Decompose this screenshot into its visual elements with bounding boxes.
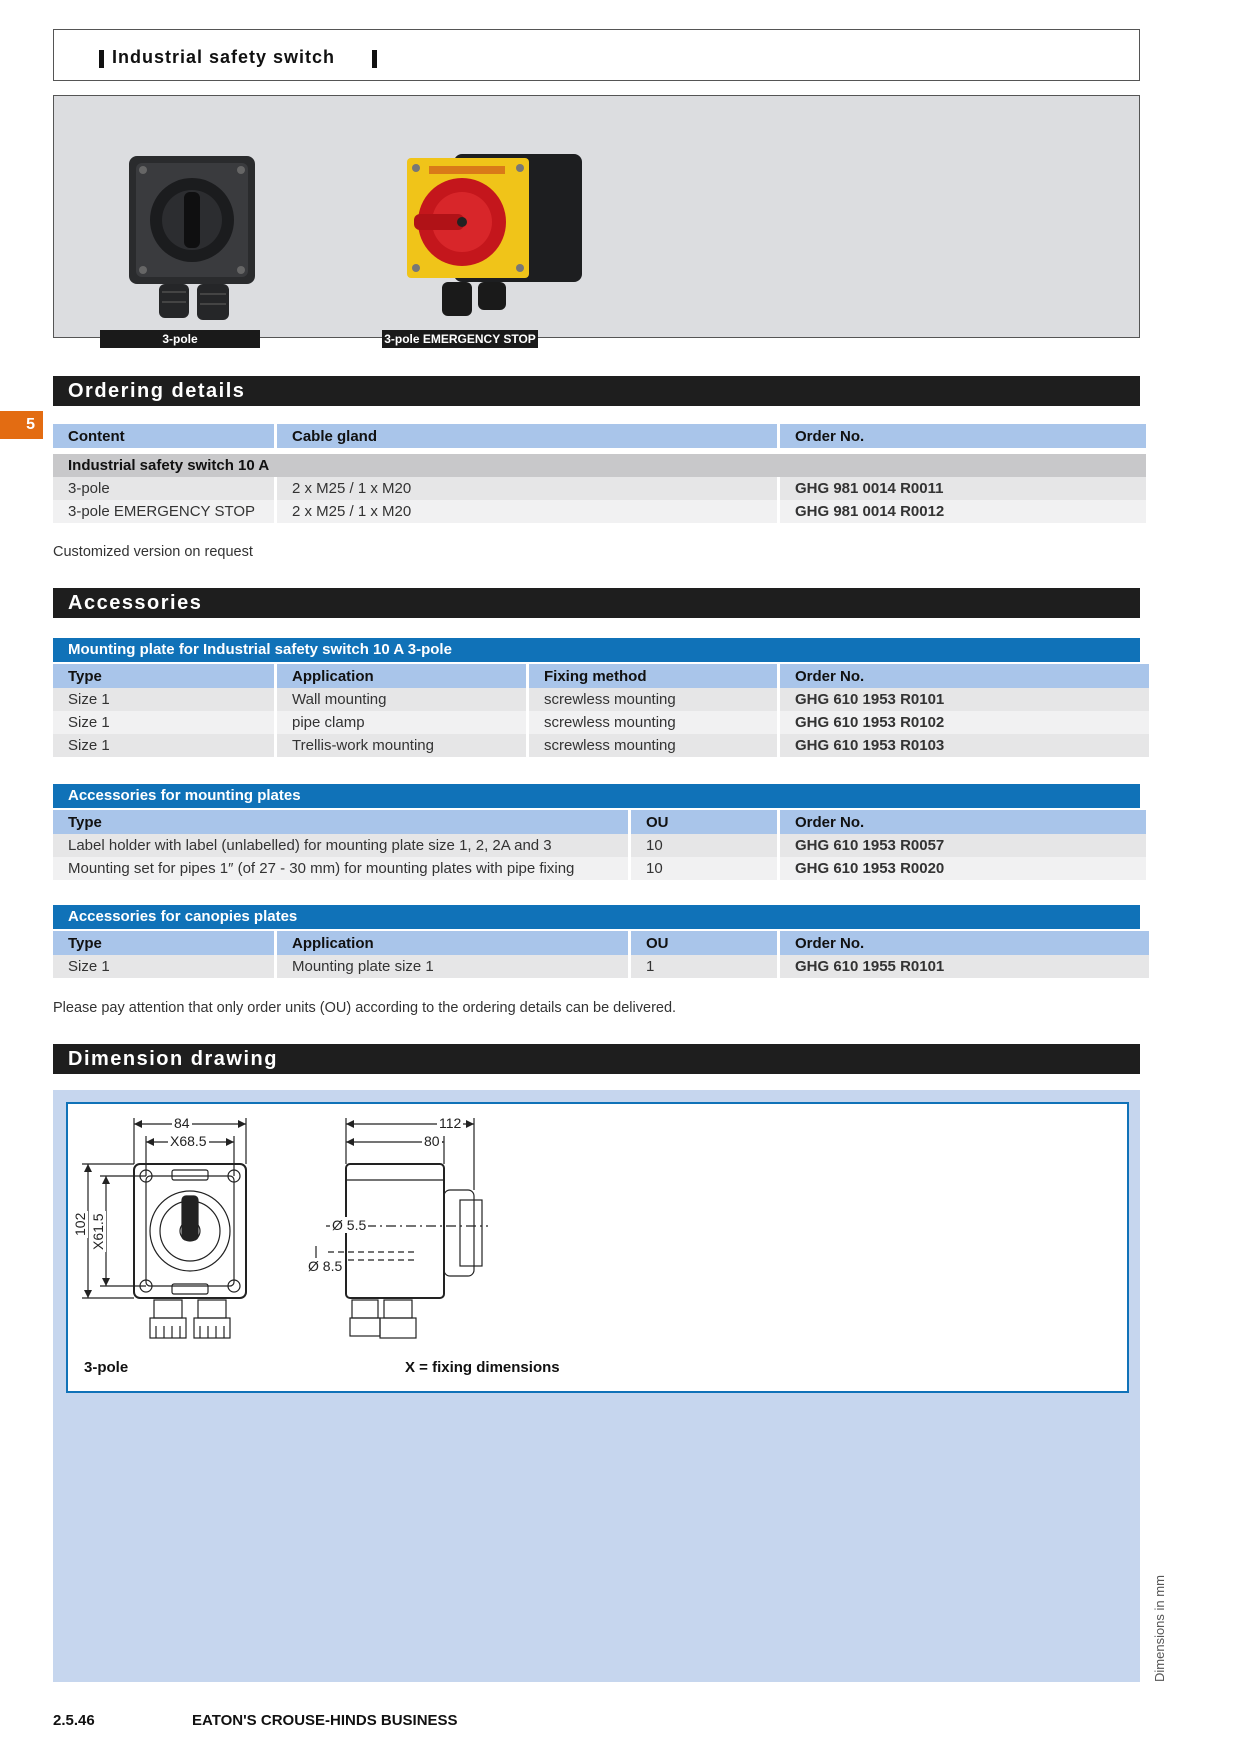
- title-bar-right: [372, 50, 377, 68]
- plates-heading: Accessories for mounting plates: [53, 784, 1140, 808]
- col-order-no: Order No.: [780, 424, 1146, 448]
- footer-brand: EATON'S CROUSE-HINDS BUSINESS: [192, 1712, 458, 1729]
- dimensions-unit-note: Dimensions in mm: [1152, 1575, 1167, 1682]
- cell-content: 3-pole: [53, 477, 274, 500]
- table-header-row: [53, 931, 1149, 955]
- dim-diameter-8-5: Ø 8.5: [308, 1258, 343, 1274]
- col-order-no: Order No.: [780, 810, 1146, 834]
- col-ou: OU: [631, 931, 777, 955]
- cell-application: Wall mounting: [277, 688, 526, 711]
- col-application: Application: [277, 664, 526, 688]
- col-application: Application: [277, 931, 628, 955]
- cell-gland: 2 x M25 / 1 x M20: [277, 477, 777, 500]
- order-units-note: Please pay attention that only order units (OU) according to the ordering details can be delivered.: [53, 1000, 677, 1016]
- section-accessories: Accessories: [53, 588, 1140, 618]
- photo-caption-emergency-stop: 3-pole EMERGENCY STOP: [382, 330, 538, 348]
- dimension-arrows: [84, 1120, 474, 1298]
- section-ordering-details: Ordering details: [53, 376, 1140, 406]
- col-fixing-method: Fixing method: [529, 664, 777, 688]
- table-row: [53, 834, 1146, 857]
- plates-table: [50, 810, 1149, 880]
- table-header-row: [53, 424, 1146, 448]
- page-title: Industrial safety switch: [112, 47, 336, 67]
- cell-type: Size 1: [53, 734, 274, 757]
- table-row: [53, 711, 1149, 734]
- cell-type: Size 1: [53, 955, 274, 978]
- col-content: Content: [53, 424, 274, 448]
- col-order-no: Order No.: [780, 931, 1149, 955]
- cell-order: GHG 610 1955 R0101: [780, 955, 1149, 978]
- cell-order: GHG 610 1953 R0057: [780, 834, 1146, 857]
- dim-diameter-5-5: Ø 5.5: [332, 1217, 367, 1233]
- photo-caption-3-pole: 3-pole: [100, 330, 260, 348]
- dimension-drawing: [68, 1104, 1127, 1391]
- table-header-row: [53, 810, 1146, 834]
- cell-application: pipe clamp: [277, 711, 526, 734]
- front-view: [82, 1118, 246, 1338]
- dim-102: 102: [72, 1212, 88, 1236]
- section-dimension-drawing: Dimension drawing: [53, 1044, 1140, 1074]
- cell-ou: 1: [631, 955, 777, 978]
- mounting-plate-heading: Mounting plate for Industrial safety switch 10 A 3-pole: [53, 638, 1140, 662]
- col-ou: OU: [631, 810, 777, 834]
- cell-order: GHG 610 1953 R0102: [780, 711, 1149, 734]
- table-row: [53, 734, 1149, 757]
- dimension-drawing-box: [66, 1102, 1129, 1393]
- dim-112: 112: [439, 1115, 462, 1131]
- page-number: 2.5.46: [53, 1712, 95, 1729]
- cell-order: GHG 981 0014 R0012: [780, 500, 1146, 523]
- cell-ou: 10: [631, 834, 777, 857]
- ordering-table: [50, 424, 1149, 523]
- cell-order: GHG 981 0014 R0011: [780, 477, 1146, 500]
- ordering-note: Customized version on request: [53, 544, 253, 560]
- col-type: Type: [53, 931, 274, 955]
- group-label: Industrial safety switch 10 A: [53, 454, 1146, 477]
- cell-fixing: screwless mounting: [529, 688, 777, 711]
- black-switch-image: [129, 156, 255, 320]
- emergency-stop-switch-image: [407, 154, 582, 316]
- table-row: [53, 857, 1146, 880]
- product-photos: [54, 96, 1138, 336]
- cell-application: Mounting plate size 1: [277, 955, 628, 978]
- table-row: [53, 688, 1149, 711]
- dim-80: 80: [424, 1133, 440, 1149]
- col-cable-gland: Cable gland: [277, 424, 777, 448]
- drawing-caption-3-pole: 3-pole: [84, 1359, 129, 1376]
- table-row: [53, 477, 1146, 500]
- cell-content: 3-pole EMERGENCY STOP: [53, 500, 274, 523]
- cell-order: GHG 610 1953 R0101: [780, 688, 1149, 711]
- dim-84: 84: [174, 1115, 190, 1131]
- chapter-tab: 5: [0, 411, 43, 439]
- canopies-table: [50, 931, 1152, 978]
- cell-type: Size 1: [53, 711, 274, 734]
- col-type: Type: [53, 810, 628, 834]
- cell-application: Trellis-work mounting: [277, 734, 526, 757]
- cell-fixing: screwless mounting: [529, 711, 777, 734]
- cell-order: GHG 610 1953 R0103: [780, 734, 1149, 757]
- table-header-row: [53, 664, 1149, 688]
- cell-ou: 10: [631, 857, 777, 880]
- cell-fixing: screwless mounting: [529, 734, 777, 757]
- drawing-caption-fixing: X = fixing dimensions: [405, 1359, 560, 1376]
- dim-x68-5: X68.5: [170, 1133, 207, 1149]
- dim-x61-5: X61.5: [90, 1213, 106, 1250]
- mounting-plate-table: [50, 664, 1152, 757]
- cell-type: Label holder with label (unlabelled) for mounting plate size 1, 2, 2A and 3: [53, 834, 628, 857]
- header-box: [53, 29, 1140, 81]
- group-row: [53, 454, 1146, 477]
- table-row: [53, 500, 1146, 523]
- cell-type: Mounting set for pipes 1″ (of 27 - 30 mm) for mounting plates with pipe fixing: [53, 857, 628, 880]
- cell-gland: 2 x M25 / 1 x M20: [277, 500, 777, 523]
- col-type: Type: [53, 664, 274, 688]
- title-bar-left: [99, 50, 104, 68]
- cell-order: GHG 610 1953 R0020: [780, 857, 1146, 880]
- cell-type: Size 1: [53, 688, 274, 711]
- table-row: [53, 955, 1149, 978]
- col-order-no: Order No.: [780, 664, 1149, 688]
- canopies-heading: Accessories for canopies plates: [53, 905, 1140, 929]
- photo-panel: [53, 95, 1140, 338]
